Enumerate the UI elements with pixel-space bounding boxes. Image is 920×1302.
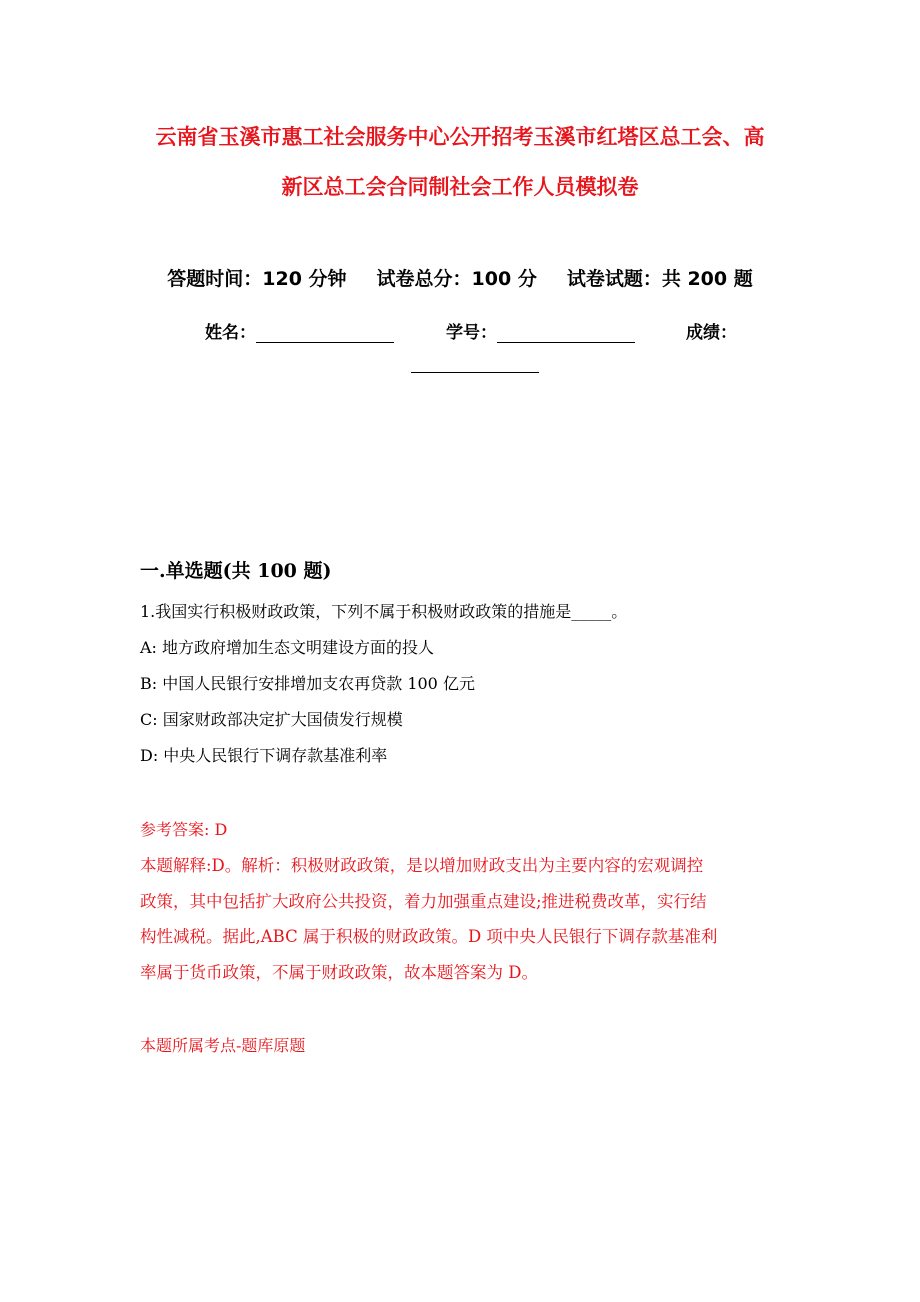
student-id-label: 学号： bbox=[446, 323, 497, 343]
name-label: 姓名： bbox=[205, 323, 256, 343]
explanation-line: 率属于货币政策，不属于财政政策，故本题答案为 D。 bbox=[140, 962, 538, 982]
name-blank[interactable] bbox=[256, 324, 394, 343]
question-source: 本题所属考点-题库原题 bbox=[140, 1036, 306, 1055]
reference-answer: 参考答案: D bbox=[140, 820, 228, 839]
explanation-line: 政策，其中包括扩大政府公共投资，着力加强重点建设;推进税费改革，实行结 bbox=[140, 891, 707, 911]
exam-time: 答题时间：120 分钟 bbox=[167, 268, 347, 290]
score-label: 成绩： bbox=[686, 323, 737, 343]
name-field bbox=[205, 318, 394, 343]
score-field bbox=[686, 318, 737, 343]
option-b: B: 中国人民银行安排增加支农再贷款 100 亿元 bbox=[140, 674, 475, 693]
explanation bbox=[140, 848, 786, 990]
option-a: A: 地方政府增加生态文明建设方面的投人 bbox=[140, 638, 435, 657]
exam-question-count: 试卷试题：共 200 题 bbox=[566, 268, 753, 290]
student-id-blank[interactable] bbox=[497, 324, 635, 343]
section-title: 一.单选题(共 100 题) bbox=[140, 560, 332, 582]
exam-title-line-2: 新区总工会合同制社会工作人员模拟卷 bbox=[281, 175, 639, 199]
exam-title-line-1: 云南省玉溪市惠工社会服务中心公开招考玉溪市红塔区总工会、高 bbox=[155, 125, 765, 149]
score-blank[interactable] bbox=[411, 372, 539, 373]
explanation-line: 本题解释:D。解析：积极财政政策，是以增加财政支出为主要内容的宏观调控 bbox=[140, 856, 704, 875]
option-d: D: 中央人民银行下调存款基准利率 bbox=[140, 746, 388, 765]
question-stem: 1.我国实行积极财政政策，下列不属于积极财政政策的措施是_____。 bbox=[140, 602, 628, 621]
exam-total-score: 试卷总分：100 分 bbox=[376, 268, 537, 290]
option-c: C: 国家财政部决定扩大国债发行规模 bbox=[140, 710, 403, 729]
student-id-field bbox=[446, 318, 635, 343]
explanation-line: 构性减税。据此,ABC 属于积极的财政政策。D 项中央人民银行下调存款基准利 bbox=[140, 927, 718, 946]
exam-meta bbox=[0, 264, 920, 291]
